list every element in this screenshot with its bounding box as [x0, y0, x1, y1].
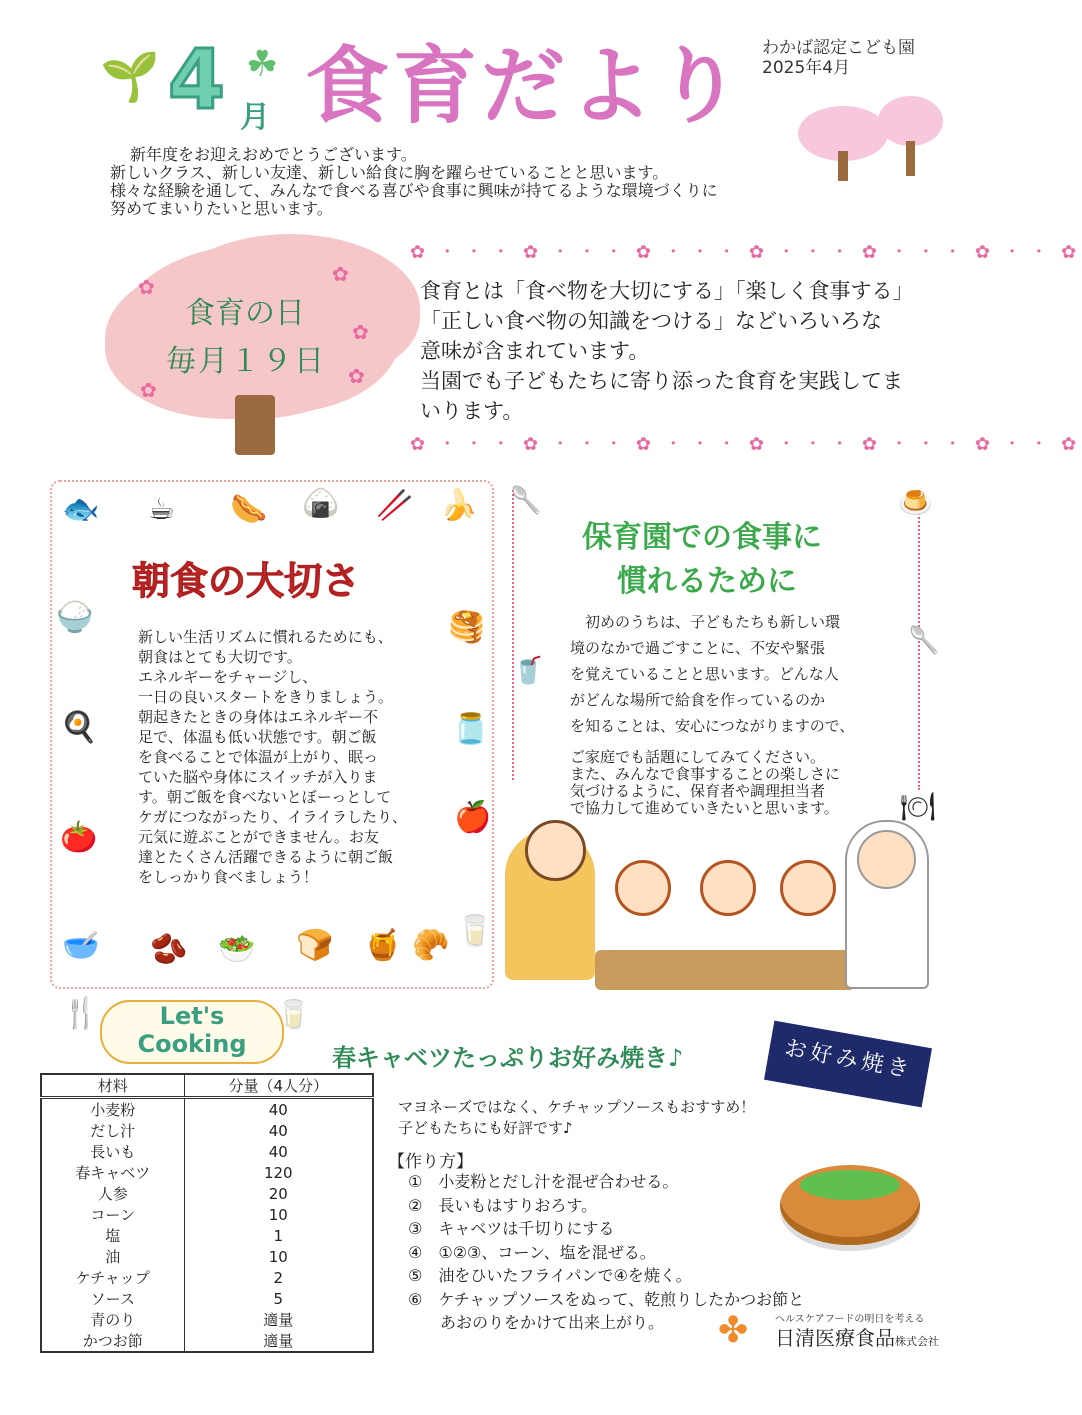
syokuiku-line: 「正しい食べ物の知識をつける」などいろいろな — [420, 309, 882, 333]
ingredient-amount: 5 — [184, 1288, 373, 1309]
nursery-line: を知ることは、安心につながりますので、 — [570, 717, 855, 735]
ingredient-name: 長いも — [41, 1141, 184, 1162]
blossom-icon: ✿ — [348, 364, 365, 388]
nursery-body-2 — [570, 748, 890, 817]
column-header: 分量（4人分） — [184, 1074, 373, 1098]
toast-icon: 🍞 — [296, 928, 334, 963]
lets-cooking-badge — [100, 1000, 284, 1064]
children-eating-illustration — [505, 820, 925, 990]
breakfast-line: 元気に遊ぶことができません。お友 — [138, 828, 379, 846]
nursery-line: また、みんなで食事することの楽しさに — [570, 765, 841, 783]
blossom-icon: ✿ — [140, 378, 157, 402]
intro-line: 新しいクラス、新しい友達、新しい給食に胸を躍らせていることと思います。 — [110, 163, 669, 182]
ingredient-amount: 1 — [184, 1225, 373, 1246]
ingredient-amount: 10 — [184, 1204, 373, 1225]
blossom-icon: ✿ — [332, 262, 349, 286]
cup-icon: 🥤 — [512, 656, 545, 686]
ingredient-name: コーン — [41, 1204, 184, 1225]
ingredient-name: だし汁 — [41, 1120, 184, 1141]
ingredient-amount: 20 — [184, 1183, 373, 1204]
table-row — [41, 1120, 373, 1141]
tomato-icon: 🍅 — [60, 820, 98, 855]
table-row — [41, 1183, 373, 1204]
nursery-line: 気づけるように、保育者や調理担当者 — [570, 782, 826, 800]
pancake-icon: 🥞 — [448, 610, 486, 645]
salad-icon: 🥗 — [218, 932, 256, 967]
noren-sign: お好み焼き — [764, 1021, 932, 1108]
recipe-step: ⑤ 油をひいたフライパンで④を焼く。 — [408, 1266, 692, 1285]
nursery-line: で協力して進めていきたいと思います。 — [570, 799, 839, 817]
plate-icon: 🍽 — [900, 790, 936, 823]
ingredient-name: 小麦粉 — [41, 1098, 184, 1121]
company-tagline: ヘルスケアフードの明日を考える — [775, 1314, 925, 1325]
spoon-icon: 🥄 — [510, 486, 543, 516]
syokuiku-line: 当園でも子どもたちに寄り添った食育を実践してま — [420, 369, 903, 393]
ingredient-name: ソース — [41, 1288, 184, 1309]
recipe-note — [398, 1097, 798, 1139]
syokuiku-line: 意味が含まれています。 — [420, 339, 650, 363]
table-row — [41, 1204, 373, 1225]
table-row — [41, 1267, 373, 1288]
chopsticks-icon: 🥢 — [376, 488, 414, 523]
nursery-line: 初めのうちは、子どもたちも新しい環 — [570, 613, 841, 631]
ingredient-name: 春キャベツ — [41, 1162, 184, 1183]
breakfast-line: ケガにつながったり、イライラしたり、 — [138, 808, 407, 826]
ingredients-table — [40, 1073, 374, 1353]
recipe-step: ⑥ ケチャップソースをぬって、乾煎りしたかつお節と — [408, 1289, 805, 1309]
ingredient-name: 人参 — [41, 1183, 184, 1204]
recipe-note-line: マヨネーズではなく、ケチャップソースもおすすめ！ — [398, 1098, 756, 1116]
spoon-icon: 🥄 — [908, 626, 941, 656]
intro-line: 新年度をお迎えおめでとうございます。 — [130, 145, 417, 164]
milk-icon: 🥛 — [456, 914, 494, 949]
org-block — [762, 38, 915, 78]
table-row — [41, 1246, 373, 1267]
breakfast-line: 達とたくさん活躍できるように朝ご飯 — [138, 848, 394, 866]
salmon-icon: 🐟 — [62, 492, 100, 527]
intro-line: 努めてまいりたいと思います。 — [110, 199, 333, 218]
okonomiyaki-topping — [800, 1170, 900, 1200]
issue-date: 2025年4月 — [762, 58, 851, 78]
breakfast-line: 朝起きたときの身体はエネルギー不 — [138, 708, 379, 726]
cherry-tree-trunk — [235, 395, 275, 455]
fried-egg-icon: 🍳 — [60, 710, 98, 745]
blossom-icon: ✿ — [352, 320, 369, 344]
measuring-cup-icon: 🥛 — [276, 998, 311, 1031]
month-suffix: 月 — [240, 100, 270, 135]
ingredient-amount: 120 — [184, 1162, 373, 1183]
ingredient-name: 青のり — [41, 1309, 184, 1330]
nursery-line: を覚えていることと思います。どんな人 — [570, 665, 839, 683]
company-name: 日清医療食品 — [775, 1326, 895, 1350]
table-row — [41, 1288, 373, 1309]
org-name: わかば認定こども園 — [762, 38, 915, 58]
ingredient-amount: 2 — [184, 1267, 373, 1288]
sausage-icon: 🌭 — [230, 492, 268, 527]
company-logo-icon: ✤ — [718, 1310, 749, 1351]
ingredient-amount: 40 — [184, 1098, 373, 1121]
table-row — [41, 1225, 373, 1246]
table-row — [41, 1162, 373, 1183]
ingredient-amount: 10 — [184, 1246, 373, 1267]
page-title: 食育だより — [305, 37, 746, 135]
ingredient-amount: 40 — [184, 1141, 373, 1162]
ingredient-name: 油 — [41, 1246, 184, 1267]
table-row — [41, 1098, 373, 1121]
syokuiku-line: いります。 — [420, 399, 524, 423]
intro-line: 様々な経験を通して、みんなで食べる喜びや食事に興味が持てるような環境づくりに — [110, 181, 718, 200]
recipe-step: ③ キャベツは千切りにする — [408, 1219, 615, 1238]
onigiri-icon: 🍙 — [302, 486, 340, 521]
table-row — [41, 1309, 373, 1330]
table-header-row — [41, 1074, 373, 1098]
ingredient-amount: 適量 — [184, 1330, 373, 1352]
nursery-title-line2: 慣れるために — [617, 564, 797, 599]
syokuiku-day-title: 食育の日 — [185, 296, 305, 331]
badge-line1: Let's — [159, 1002, 225, 1030]
table-row — [41, 1330, 373, 1352]
nursery-body — [570, 609, 890, 739]
intro-text — [110, 146, 830, 218]
blossom-icon: ✿ — [138, 275, 155, 299]
company-suffix: 株式会社 — [895, 1335, 939, 1348]
ingredient-name: かつお節 — [41, 1330, 184, 1352]
clover-icon: ☘ — [246, 44, 279, 85]
ingredient-name: 塩 — [41, 1225, 184, 1246]
miso-soup-icon: 🥣 — [62, 928, 100, 963]
nursery-line: ご家庭でも話題にしてみてください。 — [570, 748, 826, 766]
sprout-icon: 🌱 — [100, 49, 160, 105]
column-header: 材料 — [41, 1074, 184, 1098]
ingredient-amount: 40 — [184, 1120, 373, 1141]
breakfast-line: 新しい生活リズムに慣れるためにも、 — [138, 628, 393, 646]
breakfast-line: エネルギーをチャージし、 — [138, 668, 318, 686]
nursery-line: がどんな場所で給食を作っているのか — [570, 691, 826, 709]
apple-icon: 🍎 — [454, 800, 492, 835]
ingredient-amount: 適量 — [184, 1309, 373, 1330]
syokuiku-description — [420, 276, 940, 426]
natto-icon: 🫘 — [150, 932, 188, 967]
pudding-icon: 🍮 — [898, 486, 933, 519]
recipe-step: あおのりをかけて出来上がり。 — [408, 1313, 665, 1332]
breakfast-line: 足で、体温も低い状態です。朝ご飯 — [138, 728, 377, 746]
breakfast-line: す。朝ご飯を食べないとぼーっとして — [138, 788, 392, 806]
breakfast-body — [138, 627, 428, 887]
recipe-note-line: 子どもたちにも好評です♪ — [398, 1119, 573, 1137]
recipe-step: ① 小麦粉とだし汁を混ぜ合わせる。 — [408, 1172, 679, 1191]
badge-line2: Cooking — [137, 1030, 247, 1058]
breakfast-line: 一日の良いスタートをきりましょう。 — [138, 688, 394, 706]
table-row — [41, 1141, 373, 1162]
jar-icon: 🫙 — [452, 712, 490, 747]
howto-label: 【作り方】 — [388, 1152, 473, 1172]
nursery-title-line1: 保育園での食事に — [582, 520, 822, 555]
breakfast-line: をしっかり食べましょう！ — [138, 868, 319, 886]
spoon-decoration-left — [512, 490, 534, 780]
month-number: 4 — [168, 33, 226, 128]
ingredient-name: ケチャップ — [41, 1267, 184, 1288]
rice-bowl-icon: 🍚 — [56, 600, 94, 635]
blossom-bunting-top: ✿ ･ ･ ･ ✿ ･ ･ ･ ✿ ･ ･ ･ ✿ ･ ･ ･ ✿ ･ ･ ･ ✿ ･ ･ ✿ — [410, 242, 1082, 263]
breakfast-line: ていた脳や身体にスイッチが入りま — [138, 768, 378, 786]
syokuiku-line: 食育とは「食べ物を大切にする」「楽しく食事する」 — [420, 279, 914, 303]
croissant-icon: 🥐 — [412, 928, 450, 963]
recipe-step: ④ ①②③、コーン、塩を混ぜる。 — [408, 1242, 656, 1262]
whisk-icon: 🍴 — [62, 996, 100, 1031]
syokuiku-day-date: 毎月１９日 — [166, 344, 326, 379]
blossom-bunting-bottom: ✿ ･ ･ ･ ✿ ･ ･ ･ ✿ ･ ･ ･ ✿ ･ ･ ･ ✿ ･ ･ ･ ✿ ･ ･ ✿ — [410, 434, 1082, 455]
cup-icon: ☕ — [148, 492, 175, 527]
nursery-line: 境のなかで過ごすことに、不安や緊張 — [570, 639, 826, 657]
company-name-block — [775, 1322, 939, 1351]
recipe-title: 春キャベツたっぷりお好み焼き♪ — [332, 1044, 684, 1072]
banana-icon: 🍌 — [440, 488, 478, 523]
recipe-step: ② 長いもはすりおろす。 — [408, 1195, 598, 1215]
honey-jar-icon: 🍯 — [364, 928, 402, 963]
breakfast-title: 朝食の大切さ — [132, 559, 361, 603]
breakfast-line: 朝食はとても大切です。 — [138, 648, 302, 666]
breakfast-line: を食べることで体温が上がり、眠っ — [138, 748, 379, 766]
